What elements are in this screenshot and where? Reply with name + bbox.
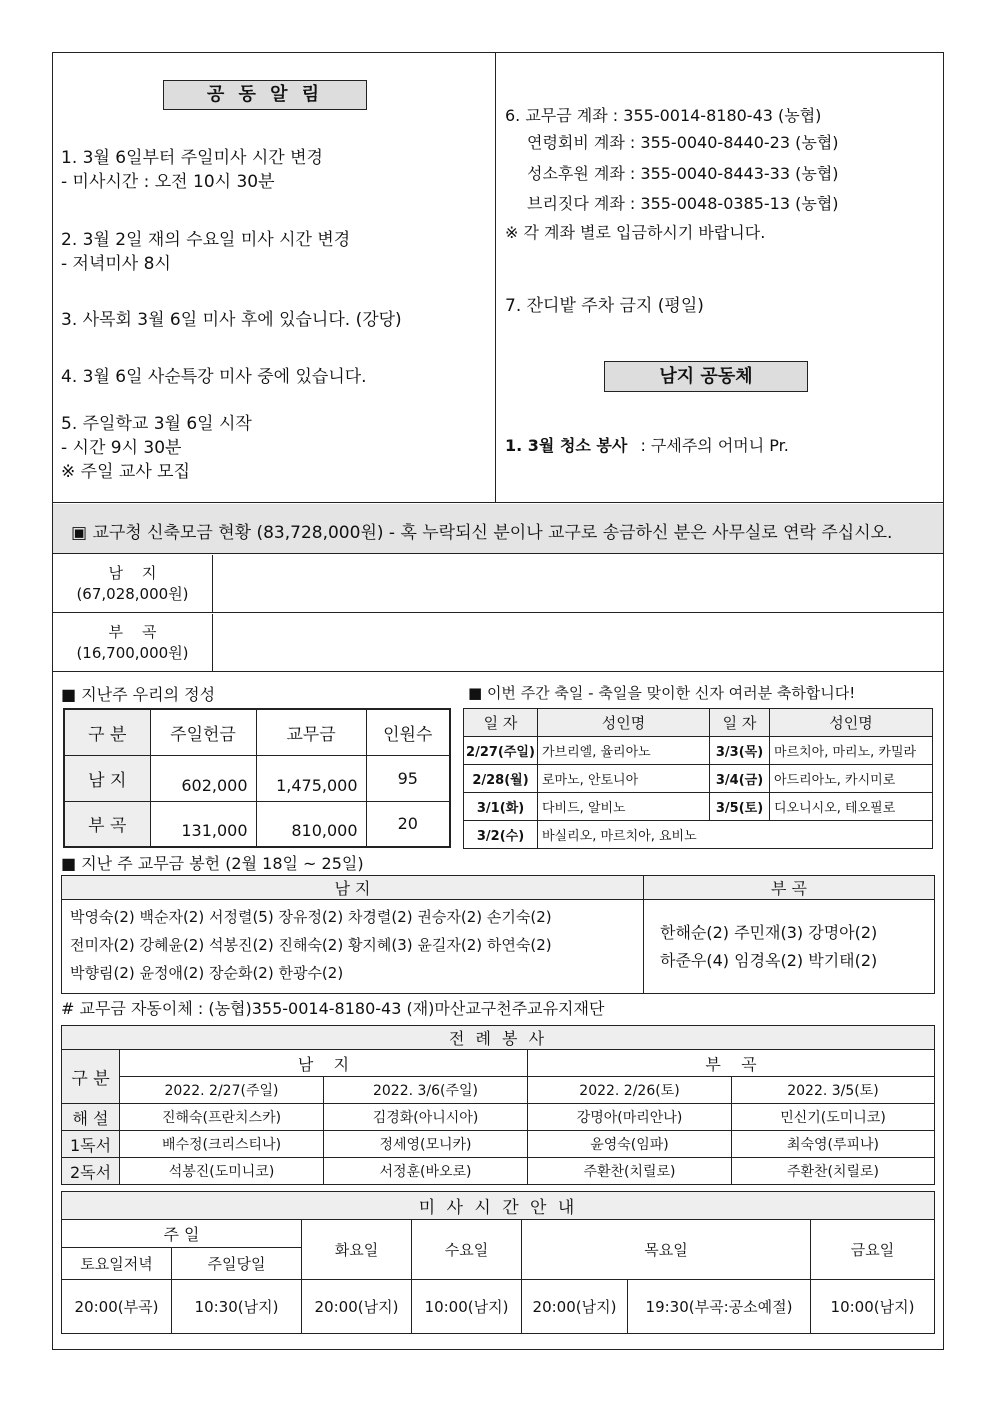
- feast-date: 3/5(토): [710, 793, 770, 821]
- donation-h-bugok: 부 곡: [644, 876, 935, 900]
- offering-count: 95: [366, 755, 450, 801]
- donation-table: [61, 875, 935, 994]
- donation-namji-list: [62, 900, 644, 994]
- feast-table: [463, 708, 933, 849]
- mass-h-sun-day: 주일당일: [172, 1248, 302, 1280]
- donation-namji-line: 박영숙(2) 백순자(2) 서정렬(5) 장유정(2) 차경렬(2) 권승자(2) 손기숙(2): [70, 908, 552, 926]
- fund-label-bugok: [53, 614, 213, 672]
- liturgy-cell: 진해숙(프란치스카): [120, 1104, 324, 1131]
- liturgy-cell: 주환찬(치릴로): [528, 1158, 732, 1185]
- mass-time: 20:00(부곡): [62, 1280, 172, 1334]
- liturgy-row: [62, 1104, 935, 1131]
- notice-item-5: 5. 주일학교 3월 6일 시작: [61, 414, 252, 434]
- offering-h-gubun: 구 분: [64, 709, 150, 755]
- liturgy-cell: 석봉진(도미니코): [120, 1158, 324, 1185]
- offering-dues: 810,000: [256, 801, 366, 847]
- mass-values-row: [62, 1280, 935, 1334]
- feast-row: [464, 737, 933, 765]
- donation-bugok-list: [644, 900, 935, 994]
- liturgy-role: 1독서: [62, 1131, 120, 1158]
- liturgy-namji: 남 지: [120, 1050, 528, 1077]
- fund-row-bugok: [53, 614, 943, 672]
- account-dues: 6. 교무금 계좌 : 355-0014-8180-43 (농협): [505, 106, 822, 125]
- offering-name: 부 곡: [64, 801, 150, 847]
- liturgy-table: [61, 1025, 935, 1185]
- feast-saints: 바실리오, 마르치아, 요비노: [538, 821, 933, 849]
- feast-date: 3/4(금): [710, 765, 770, 793]
- liturgy-cell: 최숙영(루피나): [732, 1131, 935, 1158]
- feast-h-date1: 일 자: [464, 709, 538, 737]
- liturgy-cell: 정세영(모니카): [324, 1131, 528, 1158]
- feast-h-date2: 일 자: [710, 709, 770, 737]
- donation-h-namji: 남 지: [62, 876, 644, 900]
- liturgy-bugok: 부 곡: [528, 1050, 935, 1077]
- fund-label-namji: [53, 555, 213, 613]
- fund-row-namji: [53, 555, 943, 613]
- feast-row: [464, 821, 933, 849]
- donation-body-row: [62, 900, 935, 994]
- liturgy-row: [62, 1131, 935, 1158]
- notice-item-5-note: ※ 주일 교사 모집: [61, 462, 190, 482]
- offering-row-namji: [64, 755, 450, 801]
- account-note: ※ 각 계좌 별로 입금하시기 바랍니다.: [505, 223, 766, 242]
- liturgy-role: 해 설: [62, 1104, 120, 1131]
- notice-item-7: 7. 잔디밭 주차 금지 (평일): [505, 296, 704, 316]
- offering-dues: 1,475,000: [256, 755, 366, 801]
- mass-title: 미 사 시 간 안 내: [62, 1192, 935, 1220]
- mass-h-fri: 금요일: [811, 1220, 935, 1280]
- feast-h-saint2: 성인명: [770, 709, 933, 737]
- feast-date: 2/28(월): [464, 765, 538, 793]
- notice-title: 공 동 알 림: [163, 80, 367, 110]
- bulletin-page: [52, 52, 944, 1350]
- mass-h-tue: 화요일: [302, 1220, 412, 1280]
- feast-date: 3/1(화): [464, 793, 538, 821]
- mass-h-thu: 목요일: [522, 1220, 811, 1280]
- cleaning-value: : 구세주의 어머니 Pr.: [640, 436, 789, 455]
- liturgy-title: 전 례 봉 사: [62, 1026, 935, 1050]
- mass-h-sat-eve: 토요일저녁: [62, 1248, 172, 1280]
- mass-time: 20:00(남지): [522, 1280, 628, 1334]
- offering-name: 남 지: [64, 755, 150, 801]
- liturgy-cell: 주환찬(치릴로): [732, 1158, 935, 1185]
- liturgy-date-row: [62, 1077, 935, 1104]
- notice-item-2-detail: - 저녁미사 8시: [61, 254, 171, 274]
- feast-saints: 로마노, 안토니아: [538, 765, 710, 793]
- fund-name-namji: 남 지: [108, 564, 157, 582]
- offering-h-dues: 교무금: [256, 709, 366, 755]
- building-fund-header: ▣ 교구청 신축모금 현황 (83,728,000원) - 혹 누락되신 분이나 교구로 송금하신 분은 사무실로 연락 주십시오.: [53, 504, 943, 554]
- fund-name-bugok: 부 곡: [108, 623, 157, 641]
- donation-header-row: [62, 876, 935, 900]
- mass-h-sunday: 주 일: [62, 1220, 302, 1248]
- fund-amount-namji: (67,028,000원): [76, 585, 189, 603]
- offering-header-row: [64, 709, 450, 755]
- feast-saints: 가브리엘, 율리아노: [538, 737, 710, 765]
- liturgy-cell: 김경화(아니시아): [324, 1104, 528, 1131]
- offering-sunday: 602,000: [150, 755, 256, 801]
- notice-item-1-detail: - 미사시간 : 오전 10시 30분: [61, 172, 275, 192]
- donation-bugok-line: 하준우(4) 임경옥(2) 박기태(2): [660, 950, 878, 970]
- liturgy-date: 2022. 2/26(토): [528, 1077, 732, 1104]
- feast-saints: 다비드, 알비노: [538, 793, 710, 821]
- cleaning-label: 1. 3월 청소 봉사: [505, 436, 628, 455]
- mass-time: 10:00(남지): [412, 1280, 522, 1334]
- offering-sunday: 131,000: [150, 801, 256, 847]
- account-memorial: 연령회비 계좌 : 355-0040-8440-23 (농협): [527, 133, 839, 152]
- feast-date: 2/27(주일): [464, 737, 538, 765]
- offering-title: ■ 지난주 우리의 정성: [61, 685, 216, 704]
- liturgy-cell: 민신기(도미니코): [732, 1104, 935, 1131]
- donation-title: ■ 지난 주 교무금 봉헌 (2월 18일 ~ 25일): [61, 854, 364, 873]
- mass-h-wed: 수요일: [412, 1220, 522, 1280]
- feast-saints: 마르치아, 마리노, 카밀라: [770, 737, 933, 765]
- mass-table: [61, 1191, 935, 1334]
- account-brigid: 브리짓다 계좌 : 355-0048-0385-13 (농협): [527, 194, 839, 213]
- liturgy-cell: 강명아(마리안나): [528, 1104, 732, 1131]
- liturgy-cell: 배수정(크리스티나): [120, 1131, 324, 1158]
- feast-saints: 아드리아노, 카시미로: [770, 765, 933, 793]
- feast-date: 3/3(목): [710, 737, 770, 765]
- namji-community-title: 남지 공동체: [604, 361, 808, 392]
- donation-bugok-line: 한해순(2) 주민재(3) 강명아(2): [660, 922, 878, 942]
- liturgy-date: 2022. 3/5(토): [732, 1077, 935, 1104]
- mass-header-row: [62, 1220, 935, 1248]
- liturgy-title-row: [62, 1026, 935, 1050]
- liturgy-row: [62, 1158, 935, 1185]
- offering-row-bugok: [64, 801, 450, 847]
- account-vocation: 성소후원 계좌 : 355-0040-8443-33 (농협): [527, 164, 839, 183]
- notice-item-5-detail: - 시간 9시 30분: [61, 438, 182, 458]
- feast-title: ■ 이번 주간 축일 - 축일을 맞이한 신자 여러분 축하합니다!: [468, 684, 856, 702]
- offering-h-sunday: 주일헌금: [150, 709, 256, 755]
- autopay-info: # 교무금 자동이체 : (농협)355-0014-8180-43 (재)마산교구천주교유지재단: [61, 999, 605, 1018]
- mass-title-row: [62, 1192, 935, 1220]
- liturgy-group-row: [62, 1050, 935, 1077]
- feast-h-saint1: 성인명: [538, 709, 710, 737]
- liturgy-role: 2독서: [62, 1158, 120, 1185]
- mass-time: 10:30(남지): [172, 1280, 302, 1334]
- liturgy-cell: 윤영숙(임파): [528, 1131, 732, 1158]
- notice-item-2: 2. 3월 2일 재의 수요일 미사 시간 변경: [61, 230, 351, 250]
- liturgy-date: 2022. 3/6(주일): [324, 1077, 528, 1104]
- offering-table: [63, 708, 451, 848]
- feast-row: [464, 765, 933, 793]
- donation-namji-line: 전미자(2) 강혜윤(2) 석봉진(2) 진해숙(2) 황지혜(3) 윤길자(2) 하연숙(2): [70, 936, 552, 954]
- fund-amount-bugok: (16,700,000원): [76, 644, 189, 662]
- donation-namji-line: 박향림(2) 윤정애(2) 장순화(2) 한광수(2): [70, 964, 344, 982]
- feast-saints: 디오니시오, 테오필로: [770, 793, 933, 821]
- feast-row: [464, 793, 933, 821]
- mass-time: 20:00(남지): [302, 1280, 412, 1334]
- notice-item-1: 1. 3월 6일부터 주일미사 시간 변경: [61, 148, 323, 168]
- cleaning-service: [505, 433, 789, 456]
- liturgy-cell: 서정훈(바오로): [324, 1158, 528, 1185]
- liturgy-gubun: 구 분: [62, 1050, 120, 1104]
- notice-item-3: 3. 사목회 3월 6일 미사 후에 있습니다. (강당): [61, 310, 402, 330]
- liturgy-date: 2022. 2/27(주일): [120, 1077, 324, 1104]
- column-divider: [495, 53, 496, 503]
- mass-time: 19:30(부곡:공소예절): [628, 1280, 811, 1334]
- feast-date: 3/2(수): [464, 821, 538, 849]
- offering-h-count: 인원수: [366, 709, 450, 755]
- notice-section: [53, 53, 943, 503]
- feast-header-row: [464, 709, 933, 737]
- offering-count: 20: [366, 801, 450, 847]
- mass-time: 10:00(남지): [811, 1280, 935, 1334]
- notice-item-4: 4. 3월 6일 사순특강 미사 중에 있습니다.: [61, 367, 367, 387]
